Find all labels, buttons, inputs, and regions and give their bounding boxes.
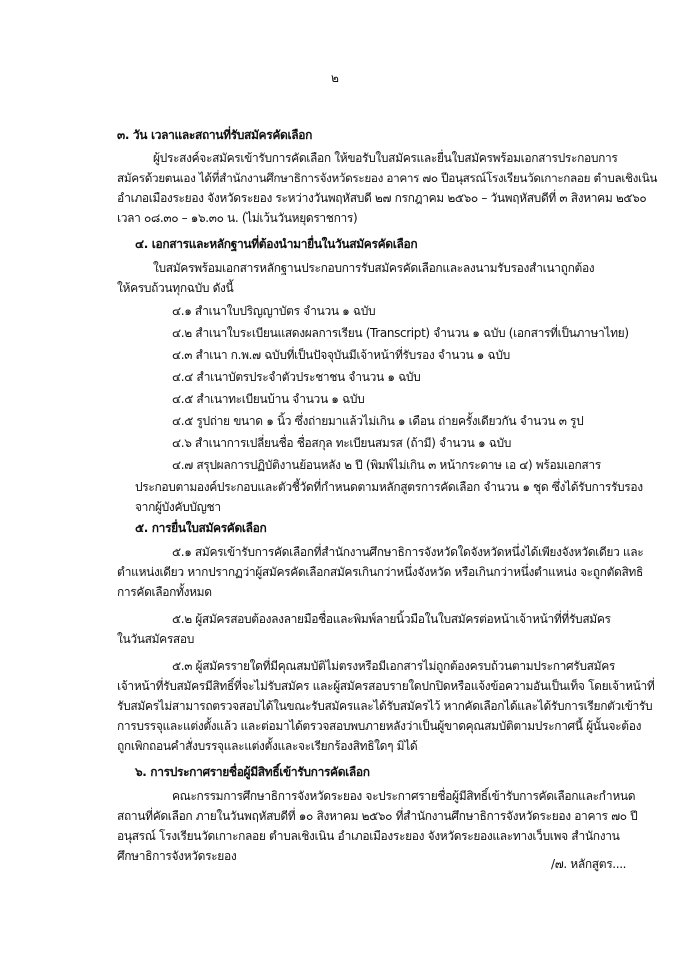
paragraph-line: ๕.๓ ผู้สมัครรายใดที่มีคุณสมบัติไม่ตรงหรือมีเอกสารไม่ถูกต้องครบถ้วนตามประกาศรับสมัคร [172,659,615,673]
paragraph-line: อำเภอเมืองระยอง จังหวัดระยอง ระหว่างวันพฤหัสบดี ๒๗ กรกฎาคม ๒๕๖๐ – วันพฤหัสบดีที่ ๓ สิงหาคม ๒๕๖๐ [117,191,647,205]
section-5-heading: ๕. การยื่นใบสมัครคัดเลือก [135,521,267,535]
paragraph-line: ๕.๒ ผู้สมัครสอบต้องลงลายมือชื่อและพิมพ์ลายนิ้วมือในใบสมัครต่อหน้าเจ้าหน้าที่ที่รับสมัคร [172,612,611,626]
paragraph-line: ศึกษาธิการจังหวัดระยอง [117,849,237,863]
section-4-heading: ๔. เอกสารและหลักฐานที่ต้องนำมายื่นในวันสมัครคัดเลือก [135,237,418,251]
paragraph-line: ให้ครบถ้วนทุกฉบับ ดังนี้ [117,281,234,295]
list-item: ๔.๕ รูปถ่าย ขนาด ๑ นิ้ว ซึ่งถ่ายมาแล้วไม่เกิน ๑ เดือน ถ่ายครั้งเดียวกัน จำนวน ๓ รูป [172,414,584,428]
paragraph-line: การคัดเลือกทั้งหมด [117,585,212,599]
paragraph-line: ใบสมัครพร้อมเอกสารหลักฐานประกอบการรับสมัครคัดเลือกและลงนามรับรองสำเนาถูกต้อง [153,261,595,275]
page-continuation-footer: /๗. หลักสูตร.... [551,857,627,871]
paragraph-line: ผู้ประสงค์จะสมัครเข้ารับการคัดเลือก ให้ขอรับใบสมัครและยื่นใบสมัครพร้อมเอกสารประกอบการ [153,151,618,165]
list-item: ๔.๔ สำเนาบัตรประจำตัวประชาชน จำนวน ๑ ฉบับ [172,370,421,384]
list-item: ๔.๕ สำเนาทะเบียนบ้าน จำนวน ๑ ฉบับ [172,392,365,406]
section-3-heading: ๓. วัน เวลาและสถานที่รับสมัครคัดเลือก [117,128,312,142]
page-number: ๒ [331,71,339,85]
paragraph-line: คณะกรรมการศึกษาธิการจังหวัดระยอง จะประกาศรายชื่อผู้มีสิทธิ์เข้ารับการคัดเลือกและกำหนด [172,789,636,803]
paragraph-line: ๕.๑ สมัครเข้ารับการคัดเลือกที่สำนักงานศึกษาธิการจังหวัดใดจังหวัดหนึ่งได้เพียงจังหวัดเดียว และ [172,545,644,559]
paragraph-line: รับสมัครไม่สามารถตรวจสอบได้ในขณะรับสมัครและได้รับสมัครไว้ หากคัดเลือกได้และได้รับการเรียกตัวเข้ารับ [117,699,653,713]
paragraph-line: ตำแหน่งเดียว หากปรากฏว่าผู้สมัครคัดเลือกสมัครเกินกว่าหนึ่งจังหวัด หรือเกินกว่าหนึ่งตำแหน่ง จะถูกตัดสิทธิ [117,565,643,579]
list-item: ๔.๒ สำเนาใบระเบียนแสดงผลการเรียน (Transcript) จำนวน ๑ ฉบับ (เอกสารที่เป็นภาษาไทย) [172,326,629,340]
paragraph-line: อนุสรณ์ โรงเรียนวัดเกาะกลอย ตำบลเชิงเนิน อำเภอเมืองระยอง จังหวัดระยองและทางเว็บเพจ สำนักงาน [117,829,620,843]
paragraph-line: สถานที่คัดเลือก ภายในวันพฤหัสบดีที่ ๑๐ สิงหาคม ๒๕๖๐ ที่สำนักงานศึกษาธิการจังหวัดระยอง อาคาร ๗๐ ปี [117,809,638,823]
paragraph-line: ในวันสมัครสอบ [117,632,195,646]
paragraph-line: ถูกเพิกถอนคำสั่งบรรจุและแต่งตั้งและจะเรียกร้องสิทธิใดๆ มิได้ [117,739,418,753]
list-item: ๔.๖ สำเนาการเปลี่ยนชื่อ ชื่อสกุล ทะเบียนสมรส (ถ้ามี) จำนวน ๑ ฉบับ [172,436,512,450]
list-item: ๔.๑ สำเนาใบปริญญาบัตร จำนวน ๑ ฉบับ [172,304,376,318]
paragraph-line: การบรรจุและแต่งตั้งแล้ว และต่อมาได้ตรวจสอบพบภายหลังว่าเป็นผู้ขาดคุณสมบัติตามประกาศนี้ ผู้นั้นจะต้อง [117,719,642,733]
paragraph-line: สมัครด้วยตนเอง ได้ที่สำนักงานศึกษาธิการจังหวัดระยอง อาคาร ๗๐ ปีอนุสรณ์โรงเรียนวัดเกาะกลอย ตำบลเชิงเนิน [117,171,658,185]
list-item: ๔.๓ สำเนา ก.พ.๗ ฉบับที่เป็นปัจจุบันมีเจ้าหน้าที่รับรอง จำนวน ๑ ฉบับ [172,348,510,362]
section-6-heading: ๖. การประกาศรายชื่อผู้มีสิทธิ์เข้ารับการคัดเลือก [135,765,370,779]
paragraph-line: เวลา ๐๘.๓๐ – ๑๖.๓๐ น. (ไม่เว้นวันหยุดราชการ) [117,211,358,225]
paragraph-line: เจ้าหน้าที่รับสมัครมีสิทธิ์ที่จะไม่รับสมัคร และผู้สมัครสอบรายใดปกปิดหรือแจ้งข้อความอันเป็นเท็จ โดยเจ้าหน้าที่ [117,679,655,693]
list-item-continuation: ประกอบตามองค์ประกอบและตัวชี้วัดที่กำหนดตามหลักสูตรการคัดเลือก จำนวน ๑ ชุด ซึ่งได้รับการรับรอง [135,480,643,494]
list-item-continuation: จากผู้บังคับบัญชา [135,500,221,514]
list-item: ๔.๗ สรุปผลการปฏิบัติงานย้อนหลัง ๒ ปี (พิมพ์ไม่เกิน ๓ หน้ากระดาษ เอ ๔) พร้อมเอกสาร [172,458,601,472]
